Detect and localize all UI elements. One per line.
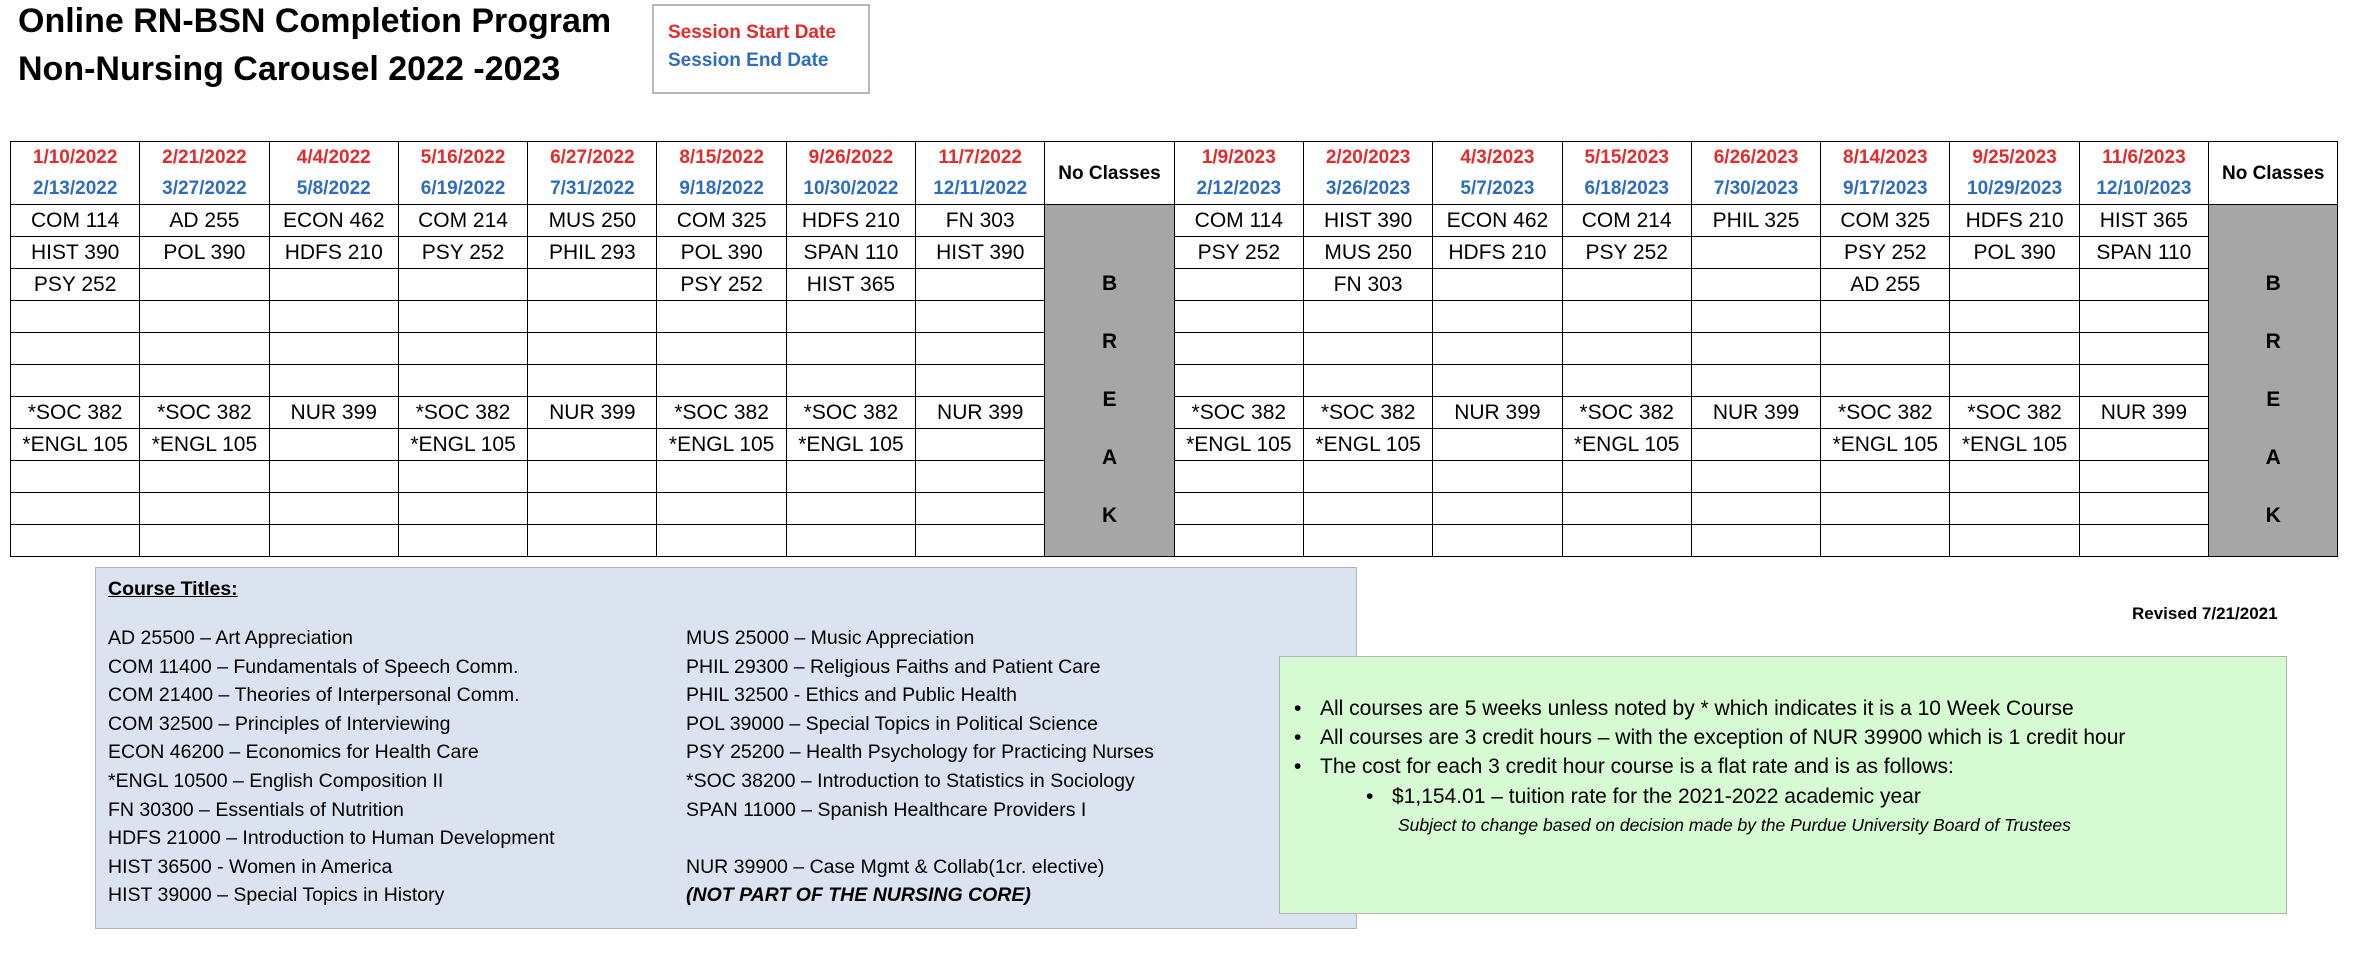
bullet-icon: • [1294, 755, 1302, 778]
course-titles-heading: Course Titles: [108, 578, 238, 600]
course-title-entry: HIST 39000 – Special Topics in History [108, 884, 445, 907]
session-date-cell [916, 142, 1045, 205]
course-row [11, 397, 2338, 429]
course-cell: COM 214 [1562, 205, 1691, 237]
session-end-date: 6/19/2022 [420, 178, 506, 199]
session-date-cell [1821, 142, 1950, 205]
course-cell: PSY 252 [1821, 237, 1950, 269]
course-cell: AD 255 [1821, 269, 1950, 301]
course-row [11, 333, 2338, 365]
course-cell [1303, 525, 1432, 557]
course-cell [916, 525, 1045, 557]
course-cell: PSY 252 [11, 269, 140, 301]
course-cell: *SOC 382 [11, 397, 140, 429]
course-cell [398, 525, 527, 557]
course-cell: POL 390 [140, 237, 269, 269]
session-end-date: 7/31/2022 [550, 178, 635, 199]
session-end-date: 2/12/2023 [1196, 178, 1282, 199]
course-cell: ECON 462 [1433, 205, 1562, 237]
no-classes-header: No Classes [2209, 142, 2338, 205]
course-cell [1691, 365, 1820, 397]
course-cell: PSY 252 [657, 269, 786, 301]
course-cell [1562, 269, 1691, 301]
course-title-entry: HIST 36500 - Women in America [108, 855, 393, 878]
session-end-date: 5/8/2022 [296, 178, 371, 199]
course-cell: COM 325 [1821, 205, 1950, 237]
course-cell: POL 390 [1950, 237, 2079, 269]
course-cell [269, 525, 398, 557]
course-cell: SPAN 110 [2079, 237, 2208, 269]
course-cell: HIST 365 [2079, 205, 2208, 237]
session-dates-row [11, 142, 2338, 205]
course-cell [2079, 429, 2208, 461]
course-title-entry: MUS 25000 – Music Appreciation [686, 627, 975, 649]
course-cell [1433, 269, 1562, 301]
session-end-date: 5/7/2023 [1460, 178, 1535, 199]
course-cell: *ENGL 105 [1950, 429, 2079, 461]
course-cell: NUR 399 [1691, 397, 1820, 429]
course-cell [1821, 461, 1950, 493]
course-cell [1950, 461, 2079, 493]
session-end-date: 2/13/2022 [32, 178, 118, 199]
session-date-cell [657, 142, 786, 205]
session-end-date: 6/18/2023 [1584, 178, 1669, 199]
course-cell [1950, 269, 2079, 301]
course-cell [140, 525, 269, 557]
course-cell [786, 493, 915, 525]
break-letter: K [1101, 504, 1118, 527]
course-title-entry: COM 11400 – Fundamentals of Speech Comm. [108, 655, 519, 678]
revised-date: Revised 7/21/2021 [2132, 604, 2278, 623]
break-column [1045, 205, 1174, 557]
course-cell: *ENGL 105 [1821, 429, 1950, 461]
session-start-date: 6/27/2022 [550, 147, 635, 168]
course-cell [786, 461, 915, 493]
course-cell [528, 429, 657, 461]
session-date-cell [786, 142, 915, 205]
session-start-date: 8/14/2023 [1843, 147, 1928, 168]
course-cell: *SOC 382 [1174, 397, 1303, 429]
course-cell: *ENGL 105 [1174, 429, 1303, 461]
break-letter: R [1101, 330, 1118, 353]
course-cell [398, 493, 527, 525]
course-cell: COM 325 [657, 205, 786, 237]
session-date-cell [1950, 142, 2079, 205]
course-cell [657, 493, 786, 525]
course-cell [269, 429, 398, 461]
course-cell [11, 301, 140, 333]
course-cell: FN 303 [916, 205, 1045, 237]
course-cell: HDFS 210 [1433, 237, 1562, 269]
course-cell: NUR 399 [1433, 397, 1562, 429]
course-cell [2079, 461, 2208, 493]
course-titles-right-column [686, 624, 1154, 910]
course-titles-left-column [108, 624, 555, 910]
course-cell: NUR 399 [916, 397, 1045, 429]
course-cell: PSY 252 [1562, 237, 1691, 269]
course-cell [1303, 365, 1432, 397]
course-cell [1174, 333, 1303, 365]
break-letter: K [2265, 504, 2281, 527]
course-cell [1950, 365, 2079, 397]
course-title-entry: AD 25500 – Art Appreciation [108, 627, 353, 649]
course-row [11, 269, 2338, 301]
course-cell [269, 333, 398, 365]
course-cell [398, 269, 527, 301]
course-cell [1821, 365, 1950, 397]
course-cell: HIST 390 [1303, 205, 1432, 237]
break-letter: A [1101, 446, 1118, 469]
course-cell [657, 301, 786, 333]
course-cell: PHIL 325 [1691, 205, 1820, 237]
note-item: • All courses are 5 weeks unless noted by * which indicates it is a 10 Week Course [1294, 697, 2074, 720]
course-cell [11, 365, 140, 397]
course-cell [1433, 301, 1562, 333]
session-end-date: 10/30/2022 [803, 178, 899, 199]
course-cell [657, 333, 786, 365]
course-cell [1950, 525, 2079, 557]
course-row [11, 461, 2338, 493]
session-end-date: 3/26/2023 [1325, 178, 1411, 199]
course-cell: *ENGL 105 [398, 429, 527, 461]
course-cell [269, 365, 398, 397]
course-title-entry: ECON 46200 – Economics for Health Care [108, 741, 479, 764]
subject-to-change-note: Subject to change based on decision made by the Purdue University Board of Trustees [1398, 815, 2071, 835]
session-date-cell [1691, 142, 1820, 205]
course-cell [786, 365, 915, 397]
course-row [11, 237, 2338, 269]
course-cell [1174, 525, 1303, 557]
legend-start-date: Session Start Date [668, 22, 836, 43]
course-cell: MUS 250 [1303, 237, 1432, 269]
course-row [11, 429, 2338, 461]
course-cell: *ENGL 105 [11, 429, 140, 461]
course-cell [916, 461, 1045, 493]
course-cell [657, 365, 786, 397]
session-start-date: 2/21/2022 [162, 147, 247, 168]
course-title-entry: FN 30300 – Essentials of Nutrition [108, 798, 404, 821]
session-start-date: 9/26/2022 [808, 147, 894, 168]
course-cell [1562, 301, 1691, 333]
session-date-cell [1174, 142, 1303, 205]
course-cell [916, 429, 1045, 461]
course-cell [1950, 493, 2079, 525]
course-title-entry [686, 824, 1154, 853]
course-cell [1562, 461, 1691, 493]
course-cell [1821, 301, 1950, 333]
course-cell [1821, 493, 1950, 525]
course-cell [1950, 333, 2079, 365]
course-cell [786, 301, 915, 333]
session-start-date: 6/26/2023 [1713, 147, 1799, 168]
course-cell [657, 461, 786, 493]
session-start-date: 1/10/2022 [32, 147, 118, 168]
session-date-cell [269, 142, 398, 205]
course-cell: HIST 365 [786, 269, 915, 301]
course-cell [1174, 365, 1303, 397]
course-row [11, 493, 2338, 525]
course-cell: NUR 399 [269, 397, 398, 429]
course-cell [1303, 333, 1432, 365]
course-cell [398, 461, 527, 493]
course-title-entry: COM 21400 – Theories of Interpersonal Comm. [108, 684, 520, 707]
course-title-entry: COM 32500 – Principles of Interviewing [108, 712, 451, 735]
session-start-date: 9/25/2023 [1972, 147, 2057, 168]
course-cell [786, 333, 915, 365]
course-cell [398, 365, 527, 397]
session-start-date: 11/6/2023 [2102, 147, 2186, 168]
course-cell: AD 255 [140, 205, 269, 237]
session-start-date: 4/3/2023 [1460, 147, 1535, 168]
course-cell: *SOC 382 [1821, 397, 1950, 429]
course-cell [1174, 301, 1303, 333]
course-cell: SPAN 110 [786, 237, 915, 269]
date-legend [652, 4, 870, 94]
course-cell [1562, 525, 1691, 557]
break-letter: B [2265, 272, 2281, 295]
course-cell: COM 214 [398, 205, 527, 237]
course-cell: POL 390 [657, 237, 786, 269]
course-cell [1691, 269, 1820, 301]
course-cell [1562, 365, 1691, 397]
course-cell: *SOC 382 [1950, 397, 2079, 429]
course-cell [269, 269, 398, 301]
course-cell [1691, 333, 1820, 365]
course-cell [1433, 333, 1562, 365]
session-start-date: 8/15/2022 [679, 147, 764, 168]
course-cell [269, 301, 398, 333]
course-title-entry: PSY 25200 – Health Psychology for Practicing Nurses [686, 741, 1154, 764]
course-title-entry: *ENGL 10500 – English Composition II [108, 769, 444, 792]
course-cell [528, 301, 657, 333]
course-cell [140, 301, 269, 333]
course-cell [1303, 493, 1432, 525]
session-date-cell [528, 142, 657, 205]
course-cell: FN 303 [1303, 269, 1432, 301]
course-cell: HIST 390 [11, 237, 140, 269]
course-cell: *SOC 382 [140, 397, 269, 429]
no-classes-header: No Classes [1045, 142, 1174, 205]
course-cell [11, 525, 140, 557]
course-cell [140, 333, 269, 365]
course-cell: PHIL 293 [528, 237, 657, 269]
break-letter: B [1101, 272, 1118, 295]
course-cell [528, 461, 657, 493]
session-start-date: 5/15/2023 [1584, 147, 1669, 168]
course-title-entry: SPAN 11000 – Spanish Healthcare Providers I [686, 798, 1087, 821]
course-cell [2079, 525, 2208, 557]
course-cell: PSY 252 [398, 237, 527, 269]
course-title-entry: NUR 39900 – Case Mgmt & Collab(1cr. elective) [686, 855, 1105, 878]
course-cell: HDFS 210 [269, 237, 398, 269]
bullet-icon: • [1294, 726, 1302, 749]
course-title-entry: HDFS 21000 – Introduction to Human Development [108, 827, 555, 850]
session-end-date: 12/11/2022 [933, 178, 1028, 199]
course-row [11, 525, 2338, 557]
session-end-date: 9/17/2023 [1843, 178, 1928, 199]
course-cell: HIST 390 [916, 237, 1045, 269]
session-end-date: 10/29/2023 [1967, 178, 2063, 199]
course-cell [140, 493, 269, 525]
note-item: • All courses are 3 credit hours – with the exception of NUR 39900 which is 1 credit hour [1294, 726, 2126, 749]
course-cell [1821, 525, 1950, 557]
course-row [11, 301, 2338, 333]
course-cell [1303, 461, 1432, 493]
course-cell [528, 525, 657, 557]
course-cell: *ENGL 105 [140, 429, 269, 461]
session-start-date: 1/9/2023 [1201, 147, 1276, 168]
course-cell [1433, 525, 1562, 557]
break-letter: A [2265, 446, 2281, 469]
course-cell: *ENGL 105 [657, 429, 786, 461]
course-cell [398, 333, 527, 365]
course-cell [528, 269, 657, 301]
session-end-date: 12/10/2023 [2096, 178, 2192, 199]
course-cell: NUR 399 [528, 397, 657, 429]
bullet-icon: • [1294, 697, 1302, 720]
course-cell [398, 301, 527, 333]
course-cell [1562, 493, 1691, 525]
course-cell: MUS 250 [528, 205, 657, 237]
course-cell: *SOC 382 [1303, 397, 1432, 429]
course-cell [2079, 493, 2208, 525]
note-item: • The cost for each 3 credit hour course is a flat rate and is as follows: [1294, 755, 1954, 778]
course-cell [140, 269, 269, 301]
course-cell: *SOC 382 [1562, 397, 1691, 429]
break-letter: E [1102, 388, 1117, 411]
course-row [11, 365, 2338, 397]
bullet-icon: • [1366, 785, 1374, 808]
course-cell [11, 493, 140, 525]
break-letter: R [2265, 330, 2281, 353]
course-cell [1174, 269, 1303, 301]
course-schedule-table [10, 141, 2338, 557]
course-title-entry: (NOT PART OF THE NURSING CORE) [686, 884, 1031, 907]
course-cell: *ENGL 105 [1562, 429, 1691, 461]
session-date-cell [1303, 142, 1432, 205]
course-cell: HDFS 210 [1950, 205, 2079, 237]
course-cell [1821, 333, 1950, 365]
course-title-entry: *SOC 38200 – Introduction to Statistics in Sociology [686, 769, 1135, 792]
course-cell [657, 525, 786, 557]
session-date-cell [2079, 142, 2208, 205]
course-cell [528, 333, 657, 365]
break-letter: E [2266, 388, 2281, 411]
session-start-date: 11/7/2022 [938, 147, 1022, 168]
carousel-title: Non-Nursing Carousel 2022 -2023 [18, 50, 561, 88]
session-end-date: 3/27/2022 [162, 178, 247, 199]
course-cell: NUR 399 [2079, 397, 2208, 429]
course-cell: *SOC 382 [398, 397, 527, 429]
course-cell [140, 365, 269, 397]
session-end-date: 9/18/2022 [679, 178, 764, 199]
course-cell [269, 461, 398, 493]
session-start-date: 4/4/2022 [296, 147, 371, 168]
course-cell [1303, 301, 1432, 333]
course-title-entry: PHIL 32500 - Ethics and Public Health [686, 684, 1017, 707]
course-cell [1691, 429, 1820, 461]
course-cell: *ENGL 105 [786, 429, 915, 461]
course-cell: *ENGL 105 [1303, 429, 1432, 461]
legend-end-date: Session End Date [668, 50, 829, 71]
course-cell [1174, 493, 1303, 525]
course-cell: HDFS 210 [786, 205, 915, 237]
course-cell [528, 493, 657, 525]
course-cell: PSY 252 [1174, 237, 1303, 269]
course-cell [2079, 333, 2208, 365]
course-cell: ECON 462 [269, 205, 398, 237]
session-date-cell [1562, 142, 1691, 205]
course-cell [916, 269, 1045, 301]
course-cell [786, 525, 915, 557]
course-row [11, 205, 2338, 237]
course-cell [269, 493, 398, 525]
program-title: Online RN-BSN Completion Program [18, 2, 612, 40]
course-cell [2079, 301, 2208, 333]
session-date-cell [140, 142, 269, 205]
session-start-date: 5/16/2022 [420, 147, 506, 168]
course-cell [1433, 493, 1562, 525]
session-end-date: 7/30/2023 [1713, 178, 1799, 199]
course-cell [11, 333, 140, 365]
course-cell [1691, 461, 1820, 493]
course-cell [916, 301, 1045, 333]
course-cell [1691, 237, 1820, 269]
course-cell [11, 461, 140, 493]
course-cell: COM 114 [1174, 205, 1303, 237]
course-cell [528, 365, 657, 397]
course-cell [1433, 365, 1562, 397]
course-cell: *SOC 382 [786, 397, 915, 429]
session-start-date: 2/20/2023 [1325, 147, 1411, 168]
course-cell [1433, 429, 1562, 461]
course-cell [916, 493, 1045, 525]
course-cell [1433, 461, 1562, 493]
course-cell [2079, 269, 2208, 301]
course-cell: *SOC 382 [657, 397, 786, 429]
course-cell: COM 114 [11, 205, 140, 237]
session-date-cell [1433, 142, 1562, 205]
course-cell [1691, 525, 1820, 557]
course-cell [916, 333, 1045, 365]
course-cell [1174, 461, 1303, 493]
session-date-cell [398, 142, 527, 205]
course-cell [916, 365, 1045, 397]
notes-panel [1279, 656, 2287, 914]
session-date-cell [11, 142, 140, 205]
break-column [2209, 205, 2338, 557]
course-cell [2079, 365, 2208, 397]
course-cell [1562, 333, 1691, 365]
course-cell [140, 461, 269, 493]
course-title-entry: POL 39000 – Special Topics in Political Science [686, 712, 1098, 735]
course-cell [1950, 301, 2079, 333]
course-cell [1691, 301, 1820, 333]
course-titles-panel [95, 567, 1357, 929]
course-cell [1691, 493, 1820, 525]
note-sub-item: • $1,154.01 – tuition rate for the 2021-2022 academic year [1366, 785, 1921, 808]
course-title-entry: PHIL 29300 – Religious Faiths and Patient Care [686, 655, 1101, 678]
